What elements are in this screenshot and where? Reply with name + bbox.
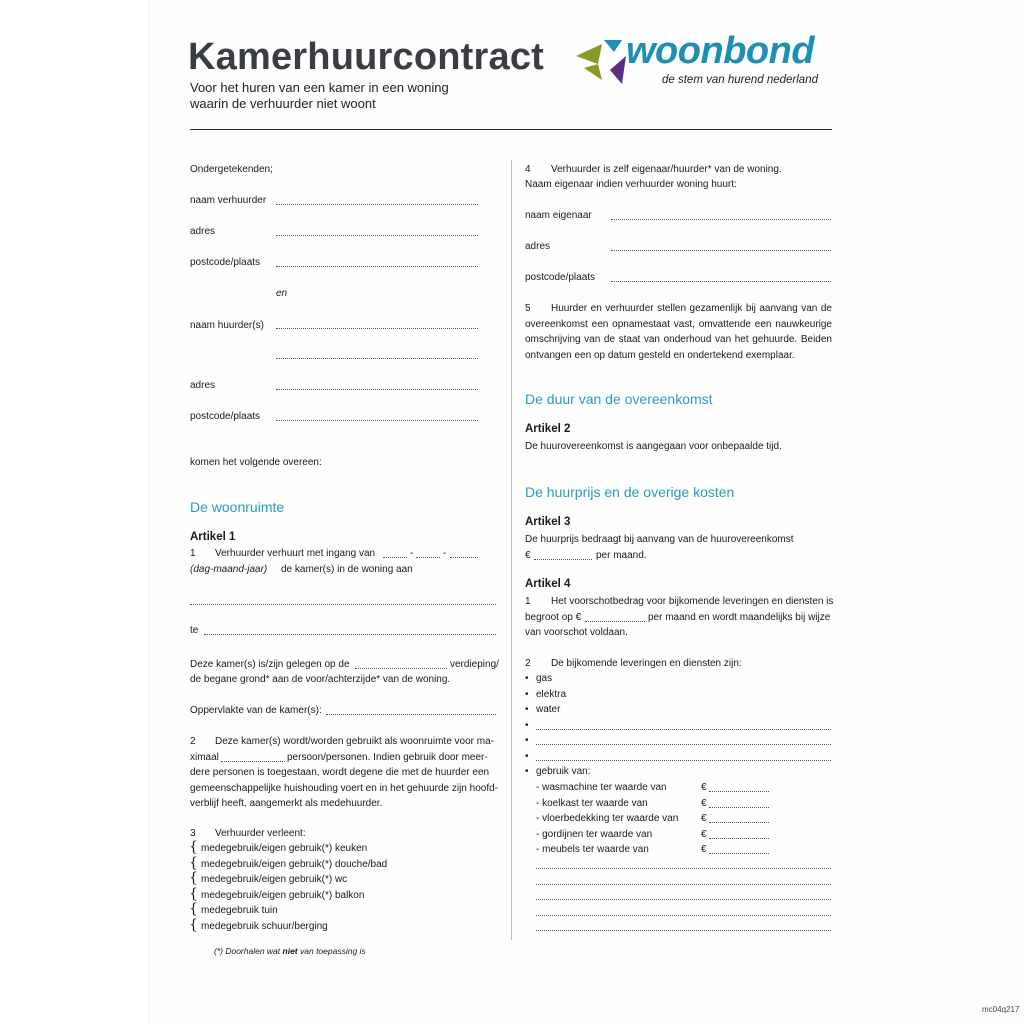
field-usage-value[interactable] [709, 853, 769, 854]
usage-item: - koelkast ter waarde van [536, 797, 648, 809]
euro-sign: € [525, 550, 531, 561]
article-4-num: 1 [525, 596, 531, 607]
field-landlord-name[interactable] [276, 204, 478, 205]
field-tenant-name-2[interactable] [276, 358, 478, 359]
field-extra-service[interactable] [536, 744, 831, 745]
article-4-para-2-num: 2 [525, 658, 531, 669]
service-item: elektra [536, 688, 567, 700]
agree-text: komen het volgende overeen: [190, 457, 322, 468]
field-extra-service[interactable] [536, 760, 831, 761]
usage-item: - vloerbedekking ter waarde van [536, 813, 679, 824]
para-2-num: 2 [190, 736, 196, 747]
article-4-title: Artikel 4 [525, 578, 571, 590]
header-divider [190, 129, 832, 130]
logo-triangle-icon [574, 34, 634, 94]
article-4-line-2b: per maand en wordt maandelijks bij wijze [648, 612, 831, 623]
field-address-2[interactable] [276, 389, 478, 390]
label-landlord-name: naam verhuurder [190, 195, 267, 206]
brace-icon: { [189, 916, 198, 933]
field-postal-2[interactable] [276, 420, 478, 421]
brace-icon: { [189, 901, 198, 917]
field-extra-usage[interactable] [536, 899, 831, 900]
field-extra-usage[interactable] [536, 884, 831, 885]
para-5 [525, 301, 832, 363]
field-extra-usage[interactable] [536, 915, 831, 916]
woonbond-logo [574, 30, 834, 94]
field-extra-usage[interactable] [536, 868, 831, 869]
field-start-day[interactable] [383, 557, 407, 558]
label-te: te [190, 625, 199, 636]
article-2-title: Artikel 2 [525, 423, 571, 435]
usage-euro-sign: € [701, 797, 707, 809]
facility-item[interactable]: medegebruik tuin [201, 905, 278, 916]
bullet-icon: • [525, 704, 529, 715]
field-start-month[interactable] [416, 557, 440, 558]
article-4-line-2a: begroot op € [525, 612, 582, 623]
subtitle-line-2: waarin de verhuurder niet woont [190, 96, 376, 111]
article-1-line-1: Verhuurder verhuurt met ingang van [215, 548, 376, 559]
label-area: Oppervlakte van de kamer(s): [190, 705, 322, 716]
and-text: en [276, 288, 288, 299]
brace-icon: { [189, 870, 198, 886]
label-address-2: adres [190, 380, 216, 391]
field-owner-postal[interactable] [611, 281, 831, 282]
brace-icon: { [189, 854, 198, 871]
field-property-address[interactable] [190, 604, 496, 605]
bullet-icon: • [525, 750, 529, 762]
service-item: gebruik van: [536, 766, 591, 777]
para-2-line-5: verblijf heeft, aangemerkt als medehuurder. [190, 798, 383, 809]
section-huurprijs: De huurprijs en de overige kosten [525, 484, 735, 500]
intro-text: Ondergetekenden; [190, 164, 273, 175]
para-2-line-2b: persoon/personen. Indien gebruik door meer- [287, 752, 488, 763]
para-3-num: 3 [190, 828, 196, 839]
usage-euro-sign: € [701, 828, 707, 840]
para-2-line-2a: ximaal [190, 752, 219, 763]
para-5-line-1: Huurder en verhuurder stellen gezamenlijk bij aanvang van de [551, 303, 832, 314]
logo-tagline: de stem van hurend nederland [662, 74, 818, 86]
document-code: mc04q217 [982, 1005, 1020, 1014]
field-tenant-name[interactable] [276, 328, 478, 329]
label-postal-2: postcode/plaats [190, 411, 261, 422]
service-item: water [536, 704, 561, 715]
label-postal-1: postcode/plaats [190, 257, 261, 268]
para-2-line-3: dere personen is toegestaan, wordt degene die met de huurder een [190, 767, 490, 778]
usage-euro-sign: € [701, 844, 707, 855]
date-sep-1: - [410, 548, 414, 559]
floor-text-c: de begane grond* aan de voor/achterzijde* van de woning. [190, 674, 451, 685]
article-3-title: Artikel 3 [525, 516, 571, 528]
field-owner-address[interactable] [611, 250, 831, 251]
label-owner-name: naam eigenaar [525, 210, 592, 221]
logo-wordmark: woonbond [626, 30, 815, 72]
article-1-num: 1 [190, 548, 196, 559]
usage-item: - wasmachine ter waarde van [536, 782, 667, 793]
field-owner-name[interactable] [611, 219, 831, 220]
usage-euro-sign: € [701, 813, 707, 824]
field-max-persons[interactable] [221, 761, 285, 762]
field-address-1[interactable] [276, 235, 478, 236]
section-duur: De duur van de overeenkomst [525, 391, 713, 407]
facility-item[interactable]: medegebruik/eigen gebruik(*) douche/bad [201, 858, 388, 870]
article-2-text: De huurovereenkomst is aangegaan voor onbepaalde tijd. [525, 441, 782, 452]
page-subtitle [190, 80, 510, 112]
field-usage-value[interactable] [709, 807, 769, 808]
section-woonruimte: De woonruimte [190, 499, 285, 515]
label-address-1: adres [190, 226, 216, 237]
article-4-line-3: van voorschot voldaan. [525, 627, 628, 638]
article-1-line-2: de kamer(s) in de woning aan [281, 564, 413, 575]
brace-icon: { [189, 839, 198, 855]
field-postal-1[interactable] [276, 266, 478, 267]
para-5-line-2: overeenkomst een opnamestaat vast, omvattende een nauwkeurige [525, 318, 832, 330]
field-area[interactable] [326, 714, 496, 715]
label-tenant-name: naam huurder(s) [190, 320, 264, 331]
facility-item[interactable]: medegebruik/eigen gebruik(*) balkon [201, 889, 365, 901]
brace-icon: { [189, 885, 198, 902]
para-3-title: Verhuurder verleent: [215, 828, 306, 839]
bullet-icon: • [525, 719, 529, 731]
field-rent[interactable] [534, 559, 592, 560]
field-extra-usage[interactable] [536, 930, 831, 931]
footnote: (*) Doorhalen wat niet van toepassing is [214, 946, 366, 956]
bullet-icon: • [525, 735, 529, 746]
usage-item: - meubels ter waarde van [536, 844, 649, 855]
field-city[interactable] [204, 634, 496, 635]
para-5-line-4: ontvangen een op datum gesteld en ondertekend exemplaar. [525, 349, 795, 361]
article-1-title: Artikel 1 [190, 531, 236, 543]
facility-item[interactable]: medegebruik/eigen gebruik(*) wc [201, 874, 348, 885]
article-4-para-2: De bijkomende leveringen en diensten zijn: [551, 658, 742, 669]
para-4-line-2: Naam eigenaar indien verhuurder woning huurt: [525, 179, 737, 190]
date-sep-2: - [443, 548, 447, 559]
bullet-icon: • [525, 673, 529, 684]
service-item: gas [536, 673, 553, 684]
usage-item: - gordijnen ter waarde van [536, 828, 653, 840]
facility-item[interactable]: medegebruik schuur/berging [201, 920, 328, 932]
para-5-num: 5 [525, 303, 531, 314]
label-owner-postal: postcode/plaats [525, 272, 596, 283]
article-3-line-1: De huurprijs bedraagt bij aanvang van de huurovereenkomst [525, 534, 794, 545]
column-divider [511, 160, 512, 940]
bullet-icon: • [525, 766, 529, 777]
facility-item[interactable]: medegebruik/eigen gebruik(*) keuken [201, 843, 368, 854]
bullet-icon: • [525, 688, 529, 700]
article-3-line-2: per maand. [596, 550, 647, 561]
usage-euro-sign: € [701, 782, 707, 793]
para-2-line-4: gemeenschappelijke huishouding voert en in het gehuurde zijn hoofd- [190, 783, 498, 794]
field-usage-value[interactable] [709, 791, 769, 792]
para-4-num: 4 [525, 164, 531, 175]
para-5-line-3: omschrijving van de staat van onderhoud van het gehuurde. Beiden [525, 334, 832, 345]
para-4-line-1: Verhuurder is zelf eigenaar/huurder* van de woning. [551, 164, 782, 175]
label-owner-address: adres [525, 241, 551, 252]
field-usage-value[interactable] [709, 838, 769, 839]
floor-text-b: verdieping/ [450, 659, 499, 670]
field-usage-value[interactable] [709, 822, 769, 823]
subtitle-line-1: Voor het huren van een kamer in een woning [190, 80, 449, 95]
floor-text-a: Deze kamer(s) is/zijn gelegen op de [190, 659, 350, 670]
field-advance[interactable] [585, 621, 645, 622]
field-start-year[interactable] [450, 557, 478, 558]
field-extra-service[interactable] [536, 729, 831, 730]
para-2-line-1: Deze kamer(s) wordt/worden gebruikt als woonruimte voor ma- [215, 736, 494, 747]
page-title: Kamerhuurcontract [188, 36, 545, 78]
field-floor[interactable] [355, 668, 447, 669]
date-format: (dag-maand-jaar) [190, 564, 268, 575]
article-4-line-1: Het voorschotbedrag voor bijkomende leveringen en diensten is [551, 596, 834, 607]
